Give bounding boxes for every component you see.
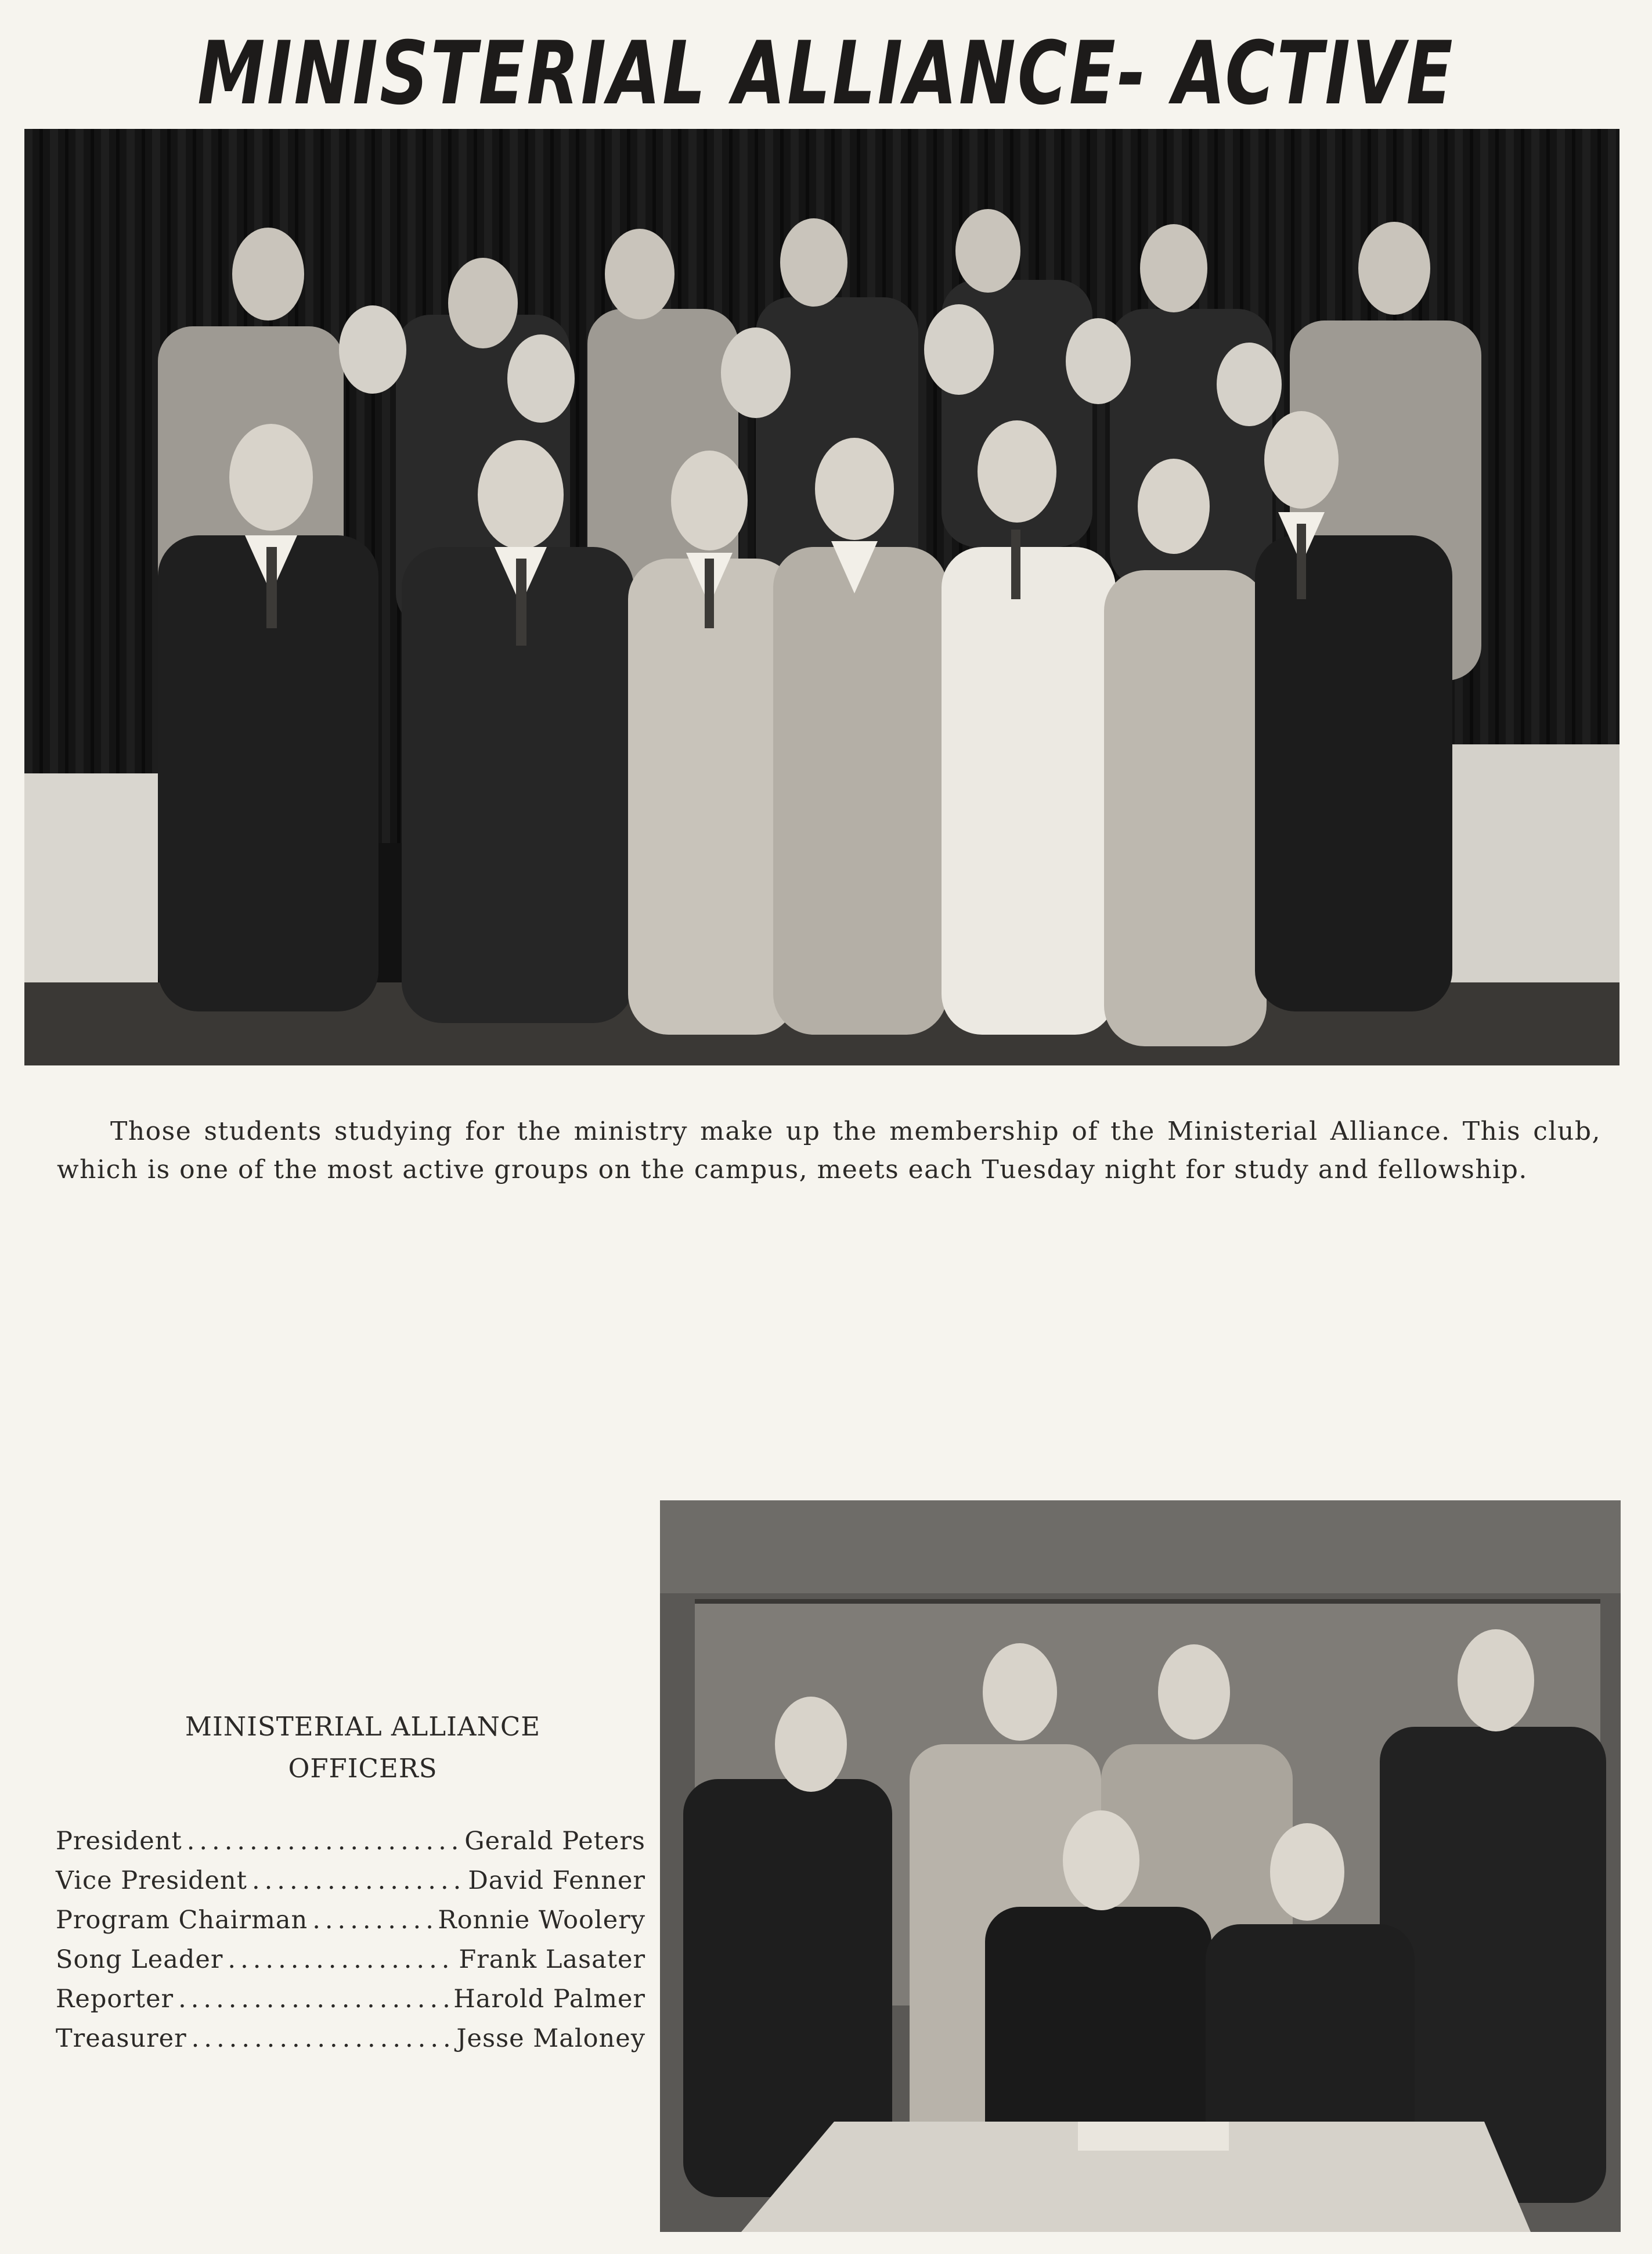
- leader-dots: [252, 1866, 463, 1895]
- officer-role: Song Leader: [56, 1945, 223, 1974]
- officer-role: Treasurer: [56, 2024, 187, 2053]
- officer-row: [56, 1945, 645, 1985]
- officers-title-line2: OFFICERS: [288, 1753, 438, 1784]
- officer-name: Ronnie Woolery: [438, 1906, 645, 1935]
- officer-row: [56, 2024, 645, 2064]
- officer-row: [56, 1985, 645, 2024]
- officer-role: Vice President: [56, 1866, 247, 1895]
- officer-row: [56, 1827, 645, 1866]
- page-heading: MINISTERIAL ALLIANCE- ACTIVE: [197, 23, 1455, 124]
- leader-dots: [228, 1945, 454, 1974]
- officer-name: Jesse Maloney: [456, 2024, 645, 2053]
- officer-list: [56, 1827, 645, 2064]
- officer-row: [56, 1906, 645, 1945]
- officers-title-line1: MINISTERIAL ALLIANCE: [185, 1711, 541, 1742]
- leader-dots: [312, 1906, 433, 1935]
- officer-name: David Fenner: [468, 1866, 645, 1895]
- officer-name: Frank Lasater: [459, 1945, 645, 1974]
- officer-row: [56, 1866, 645, 1906]
- photo-caption: Those students studying for the ministry make up the membership of the Ministerial Alliance. This club, which is one of the most active groups on the campus, meets each Tuesday night for study and fellowship.: [57, 1117, 1601, 1184]
- leader-dots: [187, 1827, 460, 1856]
- officer-name: Harold Palmer: [453, 1985, 645, 2014]
- officer-role: President: [56, 1827, 182, 1856]
- officer-name: Gerald Peters: [464, 1827, 645, 1856]
- officer-role: Program Chairman: [56, 1906, 308, 1935]
- leader-dots: [178, 1985, 449, 2014]
- officers-photo: [660, 1500, 1621, 2232]
- officer-role: Reporter: [56, 1985, 174, 2014]
- leader-dots: [192, 2024, 452, 2053]
- officers-heading: [139, 1706, 586, 1789]
- group-photo: [24, 129, 1619, 1065]
